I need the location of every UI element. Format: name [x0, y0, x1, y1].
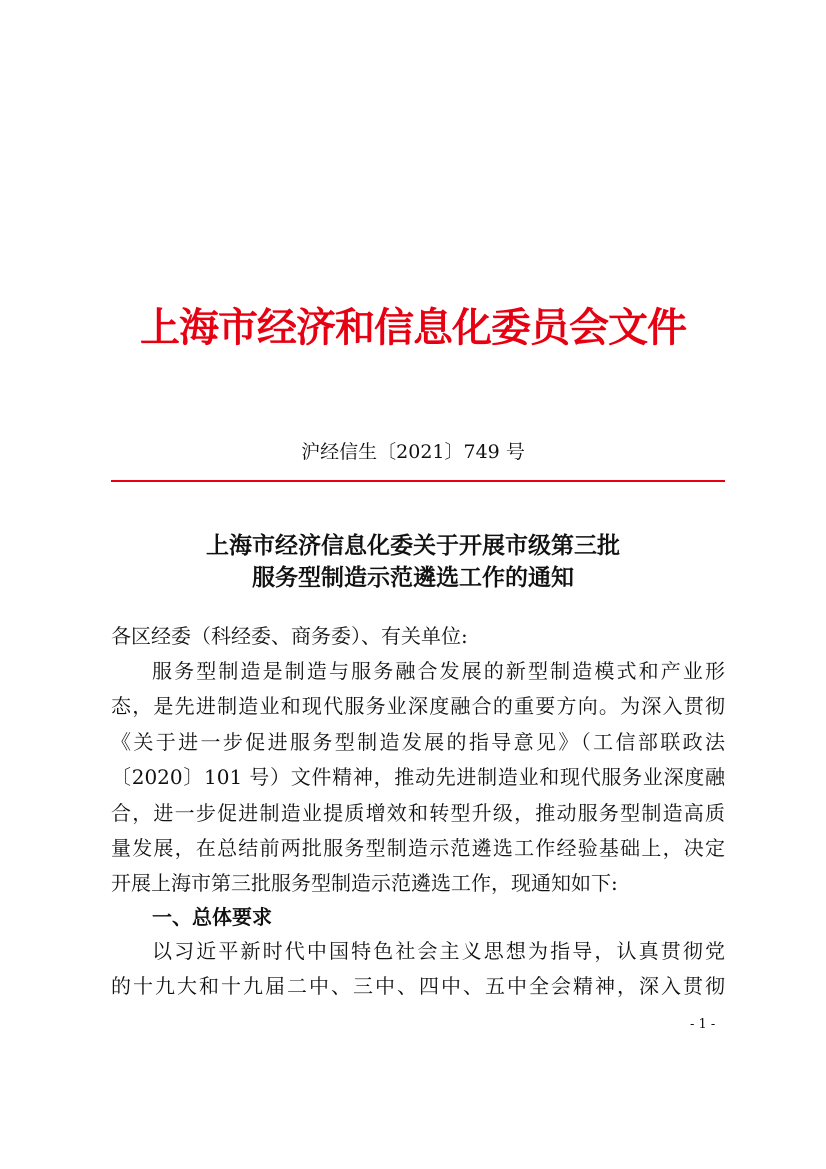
paragraph-line: 服务型制造是制造与服务融合发展的新型制造模式和产业形	[152, 659, 725, 683]
addressee: 各区经委（科经委、商务委）、有关单位:	[111, 624, 468, 648]
page-number: - 1 -	[690, 1017, 716, 1032]
document-number: 沪经信生〔2021〕749 号	[301, 441, 525, 463]
paragraph-line: 态，是先进制造业和现代服务业深度融合的重要方向。为深入贯彻	[111, 694, 725, 718]
paragraph-line: 的十九大和十九届二中、三中、四中、五中全会精神，深入贯彻	[111, 974, 725, 998]
paragraph-line: 量发展，在总结前两批服务型制造示范遴选工作经验基础上，决定	[111, 836, 725, 860]
paragraph-line: 合，进一步促进制造业提质增效和转型升级，推动服务型制造高质	[111, 801, 725, 825]
notice-title-line-2: 服务型制造示范遴选工作的通知	[252, 564, 574, 591]
paragraph-line: 以习近平新时代中国特色社会主义思想为指导，认真贯彻党	[152, 939, 725, 963]
section-heading: 一、总体要求	[152, 905, 272, 929]
notice-title-line-1: 上海市经济信息化委关于开展市级第三批	[206, 532, 620, 559]
paragraph-line: 〔2020〕101 号）文件精神，推动先进制造业和现代服务业深度融	[111, 765, 725, 789]
red-divider-line	[111, 480, 725, 482]
paragraph-line: 《关于进一步促进服务型制造发展的指导意见》（工信部联政法	[111, 730, 725, 754]
paragraph-line: 开展上海市第三批服务型制造示范遴选工作，现通知如下:	[111, 871, 618, 895]
issuing-organization-title: 上海市经济和信息化委员会文件	[140, 304, 686, 351]
